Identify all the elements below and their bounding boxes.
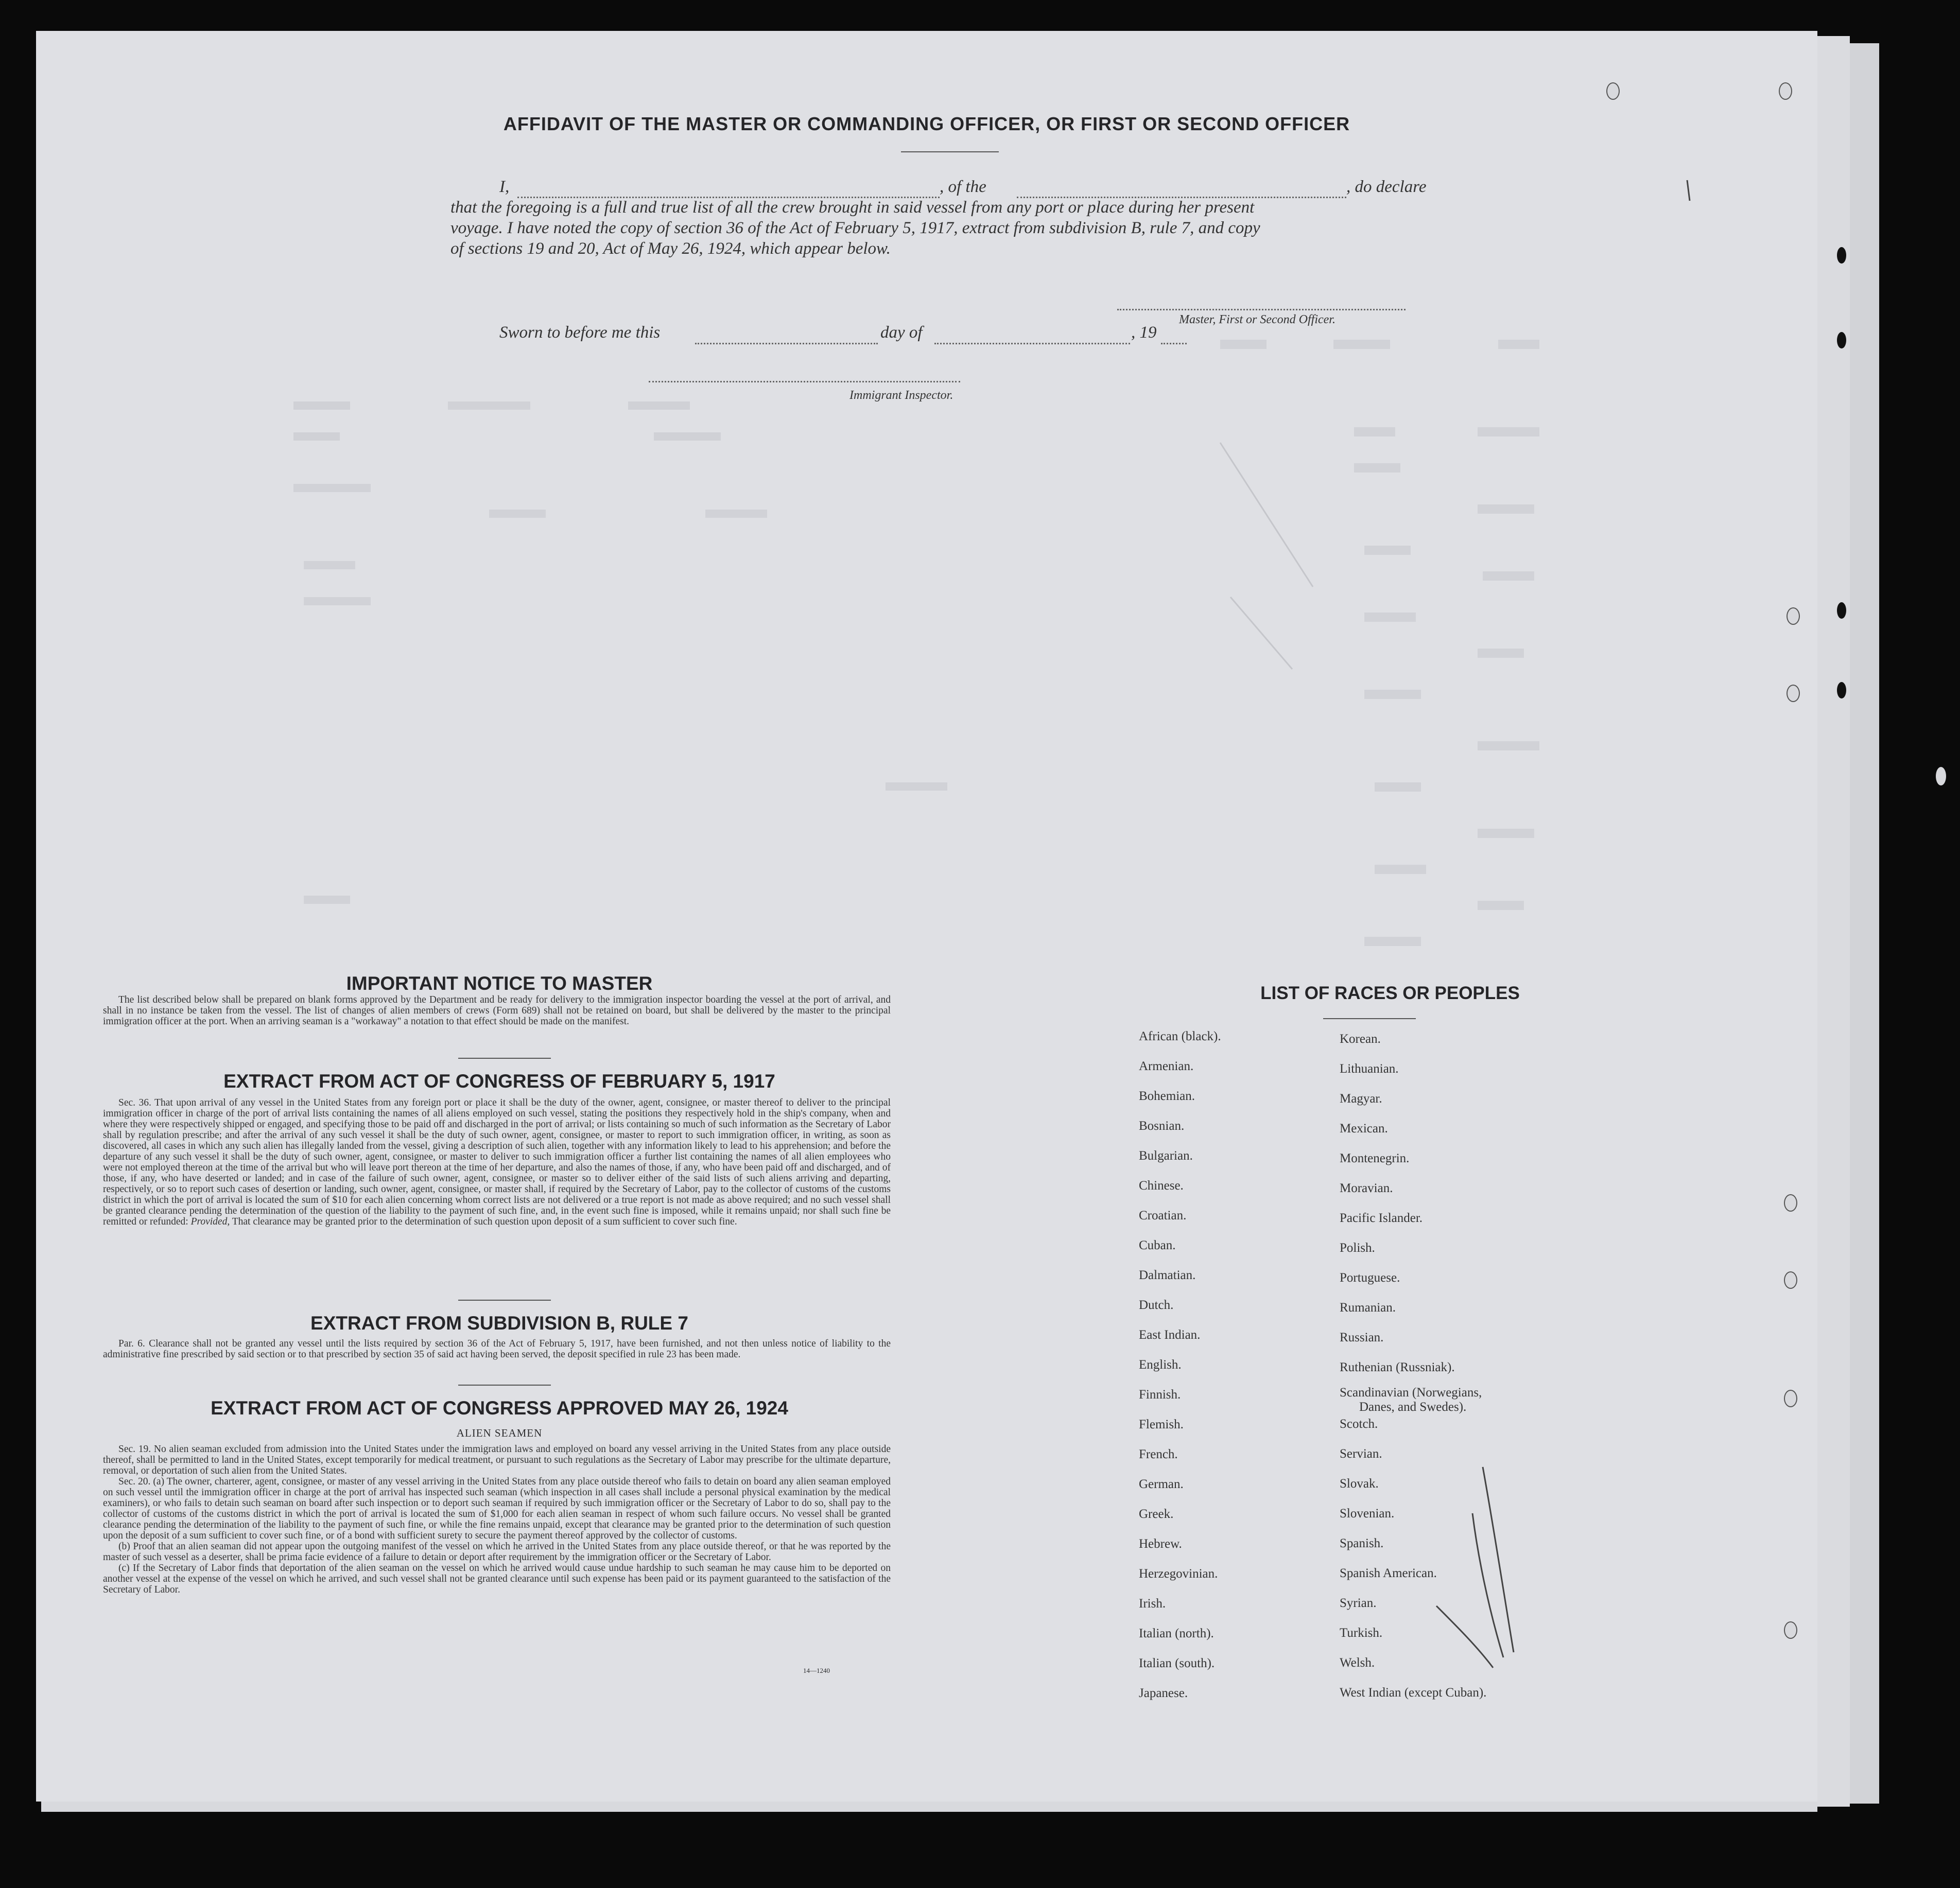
sworn-label: Sworn to before me this bbox=[499, 323, 661, 342]
punch-hole bbox=[1784, 1621, 1797, 1639]
race-item: Ruthenian (Russniak). bbox=[1340, 1360, 1455, 1374]
notice-text: The list described below shall be prepared on blank forms approved by the Department and be ready for delivery to the immigration inspector boarding the vessel at the port of arrival, and shall in no instance be taken from the vessel. The list of changes of alien members of crews (Form 689) shall not be retained on board, but shall be delivered by the master to the principal immigration officer at the port. When an arriving seaman is a "workaway" a notation to that effect should be made on the manifest. bbox=[103, 994, 891, 1027]
race-item: Armenian. bbox=[1139, 1059, 1194, 1073]
divider-2 bbox=[458, 1300, 551, 1301]
sworn-day-blank[interactable] bbox=[695, 343, 878, 344]
extract-1917-body-end: That clearance may be granted prior to the determination of such question upon deposit of a sum sufficient to cover such fine. bbox=[232, 1216, 737, 1227]
race-item: Bohemian. bbox=[1139, 1089, 1195, 1103]
sec20a-text: Sec. 20. (a) The owner, charterer, agent, consignee, or master of any vessel arriving in the United States from any place outside thereof who fails to detain on board any alien seaman employed on such vessel until the immigration officer in charge at the port of arrival has inspected such seaman (which inspection in all cases shall include a personal physical examination by the medical examiners), or who fails to detain such seaman on board after such inspection or to deport such seaman if required by such immigration officer or the Secretary of Labor to do so, shall pay to the collector of customs of the customs district in which the port of arrival is located the sum of $1,000 for each alien seaman in respect of whom such failure occurs. No vessel shall be granted clearance pending the determination of the liability to the payment of such fine, or while the fine remains unpaid, except that clearance may be granted prior to the determination of such question upon the deposit of a sum sufficient to cover such fine, or of a bond with sufficient surety to secure the payment thereof approved by the collector of customs. bbox=[103, 1476, 891, 1541]
edge-mark bbox=[1936, 767, 1946, 785]
affidavit-of-the: , of the bbox=[940, 178, 986, 196]
race-item: German. bbox=[1139, 1477, 1184, 1491]
race-item: Flemish. bbox=[1139, 1418, 1184, 1431]
race-item: Irish. bbox=[1139, 1597, 1166, 1611]
race-item: Mexican. bbox=[1340, 1122, 1388, 1135]
race-item: Bulgarian. bbox=[1139, 1149, 1193, 1163]
race-item: Moravian. bbox=[1340, 1181, 1393, 1195]
day-of-label: day of bbox=[880, 323, 923, 342]
extract-1917-title: EXTRACT FROM ACT OF CONGRESS OF FEBRUARY 5, 1917 bbox=[223, 1071, 775, 1092]
race-item: Slovenian. bbox=[1340, 1507, 1395, 1520]
race-item: English. bbox=[1139, 1358, 1182, 1372]
races-title: LIST OF RACES OR PEOPLES bbox=[1260, 983, 1520, 1003]
race-item: Magyar. bbox=[1340, 1092, 1382, 1106]
race-item: Turkish. bbox=[1340, 1626, 1383, 1640]
punch-hole bbox=[1786, 607, 1800, 625]
race-item: Syrian. bbox=[1340, 1596, 1377, 1610]
punch-hole bbox=[1784, 1390, 1797, 1407]
affidavit-i: I, bbox=[499, 178, 510, 196]
sec20c-text: (c) If the Secretary of Labor finds that deportation of the alien seaman on the vessel on which he arrived would cause undue hardship to such seaman he may cause him to be deported on another vessel at the expense of the vessel on which he arrived, and such vessel shall not be granted clearance until such expense has been paid or its payment guaranteed to the satisfaction of the Secretary of Labor. bbox=[103, 1563, 891, 1595]
punch-hole bbox=[1779, 82, 1792, 100]
year-label: , 19 bbox=[1131, 323, 1157, 342]
race-item: African (black). bbox=[1139, 1029, 1221, 1043]
race-item: Chinese. bbox=[1139, 1179, 1184, 1193]
affidavit-do-declare: , do declare bbox=[1346, 178, 1427, 196]
race-item: Welsh. bbox=[1340, 1656, 1375, 1670]
document-page bbox=[36, 31, 1817, 1802]
race-item: Rumanian. bbox=[1340, 1301, 1396, 1315]
affidavit-line3: voyage. I have noted the copy of section 36 of the Act of February 5, 1917, extract from subdivision B, rule 7, and copy bbox=[450, 219, 1260, 237]
race-item: French. bbox=[1139, 1447, 1178, 1461]
affidavit-line2: that the foregoing is a full and true list of all the crew brought in said vessel from any port or place during her present bbox=[450, 198, 1255, 217]
race-item: Spanish. bbox=[1340, 1536, 1384, 1550]
race-item: Greek. bbox=[1139, 1507, 1174, 1521]
form-number: 14—1240 bbox=[803, 1667, 830, 1674]
punch-hole bbox=[1784, 1271, 1797, 1289]
punch-hole-dark bbox=[1837, 247, 1846, 264]
race-item: Portuguese. bbox=[1340, 1271, 1400, 1285]
race-item: Dutch. bbox=[1139, 1298, 1174, 1312]
divider-1 bbox=[458, 1058, 551, 1059]
punch-hole bbox=[1606, 82, 1620, 100]
race-item: Russian. bbox=[1340, 1331, 1384, 1344]
affidavit-line4: of sections 19 and 20, Act of May 26, 1924, which appear below. bbox=[450, 239, 891, 258]
sworn-year-blank[interactable] bbox=[1161, 343, 1187, 344]
sworn-month-blank[interactable] bbox=[934, 343, 1130, 344]
notice-title: IMPORTANT NOTICE TO MASTER bbox=[346, 973, 653, 994]
extract-1917-proviso: Provided, bbox=[190, 1216, 230, 1227]
race-item: Scotch. bbox=[1340, 1417, 1378, 1431]
sec20b-text: (b) Proof that an alien seaman did not appear upon the outgoing manifest of the vessel on which he arrived in the United States from any place outside thereof, or that he was reported by the master of such vessel as a deserter, shall be prima facie evidence of a failure to detain or deport after requirement by the immigration officer or the Secretary of Labor. bbox=[103, 1541, 891, 1563]
divider-3 bbox=[458, 1385, 551, 1386]
master-signature-line[interactable] bbox=[1117, 309, 1406, 310]
race-item: Bosnian. bbox=[1139, 1119, 1185, 1133]
race-item: Scandinavian (Norwegians, bbox=[1340, 1386, 1482, 1400]
race-item: Hebrew. bbox=[1139, 1537, 1182, 1551]
race-item: Polish. bbox=[1340, 1241, 1375, 1255]
race-item: Danes, and Swedes). bbox=[1359, 1400, 1467, 1414]
rule7-text: Par. 6. Clearance shall not be granted any vessel until the lists required by section 36 of the Act of February 5, 1917, have been furnished, and not then unless notice of liability to the administrative fine prescribed by said section or to that prescribed by section 35 of said act having been served, the deposit specified in rule 23 has been made. bbox=[103, 1338, 891, 1360]
race-item: Korean. bbox=[1340, 1032, 1381, 1046]
race-item: Finnish. bbox=[1139, 1388, 1181, 1402]
race-item: East Indian. bbox=[1139, 1328, 1201, 1342]
affidavit-title: AFFIDAVIT OF THE MASTER OR COMMANDING OFFICER, OR FIRST OR SECOND OFFICER bbox=[503, 113, 1350, 134]
extract-1917-text bbox=[103, 1097, 891, 1227]
punch-hole bbox=[1784, 1194, 1797, 1212]
rule7-title: EXTRACT FROM SUBDIVISION B, RULE 7 bbox=[310, 1313, 688, 1334]
race-item: Italian (south). bbox=[1139, 1656, 1215, 1670]
punch-hole-dark bbox=[1837, 602, 1846, 619]
race-item: Lithuanian. bbox=[1340, 1062, 1399, 1076]
race-item: Spanish American. bbox=[1340, 1566, 1437, 1580]
master-signature-label: Master, First or Second Officer. bbox=[1179, 313, 1335, 326]
race-item: Dalmatian. bbox=[1139, 1268, 1196, 1282]
extract-1917-body: That upon arrival of any vessel in the United States from any foreign port or place it shall be the duty of the owner, agent, consignee, or master thereof to deliver to the principal immigration officer in charge of the port of arrival lists containing the names of all aliens employed on such vessel, stating the positions they respectively hold in the ship's company, when and where they were respectively shipped or engaged, and specifying those to be paid off and discharged in the port of arrival; or lists containing so much of such information as the Secretary of Labor shall by regulation prescribe; and after the arrival of any such vessel it shall be the duty of such owner, agent, consignee, or master to report to such immigration officer, in writing, as soon as discovered, all cases in which any such alien has illegally landed from the vessel, giving a description of such alien, together with any information likely to lead to his apprehension; and before the departure of any such vessel it shall be the duty of such owner, agent, consignee, or master to deliver to such immigration officer a further list containing the names of all alien employees who were not employed thereon at the time of the arrival but who will leave port thereon at the time of her departure, and also the names of those, if any, who have been paid off and discharged, and of those, if any, who have deserted or landed; and in case of the failure of such owner, agent, consignee, or master so to deliver either of the said lists of such aliens arriving and departing, respectively, or so to report such cases of desertion or landing, such owner, agent, consignee, or master shall, if required by the Secretary of Labor, pay to the collector of customs of the customs district in which the port of arrival is located the sum of $10 for each alien concerning whom correct lists are not delivered or a true report is not made as above required; and no such vessel shall be granted clearance pending the determination of the question of the liability to the payment of such fine, and, in the event such fine is imposed, while it remains unpaid; nor shall such fine be remitted or refunded: bbox=[103, 1097, 891, 1227]
punch-hole-dark bbox=[1837, 332, 1846, 348]
race-item: Servian. bbox=[1340, 1447, 1382, 1461]
punch-hole-dark bbox=[1837, 682, 1846, 698]
race-item: Pacific Islander. bbox=[1340, 1211, 1423, 1225]
extract-1917-sec: Sec. 36. bbox=[118, 1097, 151, 1108]
inspector-signature-line[interactable] bbox=[649, 381, 960, 382]
extract-1924-body bbox=[103, 1444, 891, 1595]
race-item: Herzegovinian. bbox=[1139, 1567, 1218, 1581]
race-item: Japanese. bbox=[1139, 1686, 1188, 1700]
extract-1924-title: EXTRACT FROM ACT OF CONGRESS APPROVED MAY 26, 1924 bbox=[211, 1397, 788, 1419]
race-item: Italian (north). bbox=[1139, 1627, 1214, 1640]
punch-hole bbox=[1786, 685, 1800, 702]
sec19-text: Sec. 19. No alien seaman excluded from admission into the United States under the immigration laws and employed on board any vessel arriving in the United States from any place outside thereof, shall be permitted to land in the United States, except temporarily for medical treatment, or pursuant to such regulations as the Secretary of Labor may prescribe for the ultimate departure, removal, or deportation of such alien from the United States. bbox=[103, 1444, 891, 1476]
race-item: Slovak. bbox=[1340, 1477, 1379, 1491]
race-item: West Indian (except Cuban). bbox=[1340, 1686, 1487, 1700]
races-divider bbox=[1323, 1018, 1416, 1019]
inspector-label: Immigrant Inspector. bbox=[849, 389, 953, 402]
title-divider bbox=[901, 151, 999, 152]
race-item: Croatian. bbox=[1139, 1209, 1187, 1222]
race-item: Montenegrin. bbox=[1340, 1151, 1410, 1165]
race-item: Cuban. bbox=[1139, 1238, 1176, 1252]
extract-1924-subtitle: ALIEN SEAMEN bbox=[456, 1427, 543, 1439]
